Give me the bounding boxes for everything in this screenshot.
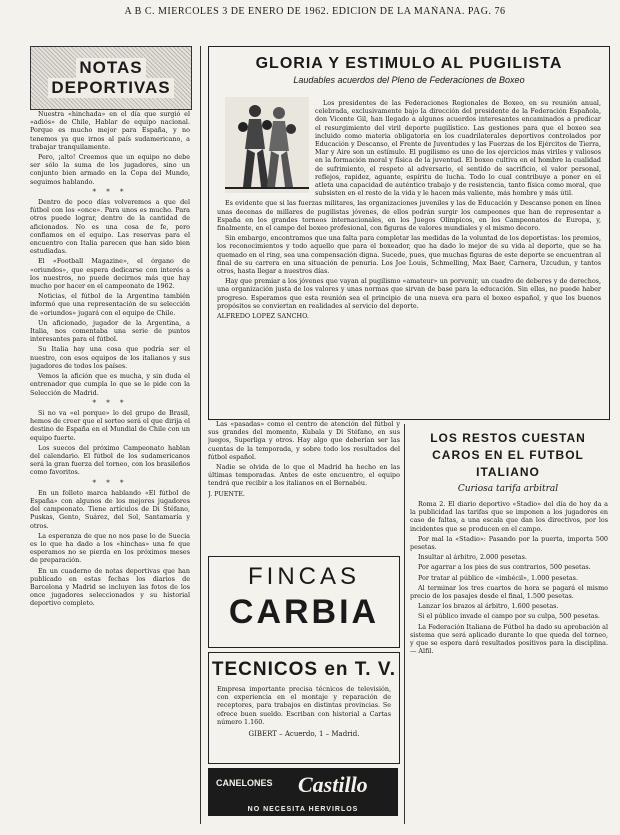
left-paragraph: Noticias, el fútbol de la Argentina también informó que una representación de su selección de «oriundos» jugará con el equipo de Chile. [30,292,190,317]
fincas-carbia-ad [208,556,400,648]
right-title-line2: CAROS EN EL FUTBOL [432,448,584,462]
right-paragraph: Al terminar los tres cuartos de hora se pagará el mismo precio de los pasajes desde el final, 1.500 pesetas. [410,583,608,601]
boxing-body [217,99,601,415]
notas-deportivas-title-box [30,46,192,110]
right-paragraph: Lanzar los brazos al árbitro, 1.600 pesetas. [418,602,559,611]
tecnicos-body: Empresa importante precisa técnicos de televisión, con experiencia en el montaje y reparación de receptores, para trabajos en distintas provincias. Se ofrece buen sueldo. Escriban con historial a Cartas número 1.160. [217,685,391,726]
right-paragraph: La Federación Italiana de Fútbol ha dado su aprobación al sistema que será aplicado durante lo que queda del torneo, y que se espera dará resultados positivos para la disciplina. — Alfil. [410,622,608,656]
mid-paragraph: Las «pasadas» como el centro de atención del fútbol y sus grandes del momento, Kubala y Di Stéfano, en sus juegos, Superliga y otros. Hay algo que deberían ser las cuentas de la temporada, y sobre todo los resultados del fútbol español. [208,420,400,461]
right-paragraph: Por mal la «Stadio»: Pasando por la puerta, importa 500 pesetas. [410,534,608,552]
mid-paragraph: Nadie se olvida de lo que el Madrid ha hecho en las últimas temporadas. Antes de este encuentro, el equipo tendrá que recibir a los italianos en el Bernabéu. [208,463,400,488]
right-title-line3: ITALIANO [476,465,540,479]
boxing-title: GLORIA Y ESTIMULO AL PUGILISTA [255,55,563,72]
boxing-paragraph: Los presidentes de las Federaciones Regionales de Boxeo, en su reunión anual, celebrada, exclusivamente bajo la dirección del presidente de la Federación Española, don Vicente Gil, han llegado a algunos acuerdos interesantes encaminados a predicar el resurgimiento del viril deporte pugilístico. Las gestiones para que el boxeo sea incluido como materia obligatoria en los cuadrilaterales deportivos controlados por Educación y Descanso, el Frente de Juventudes y las Fuerzas de los Ejércitos de Tierra, Mar y Aire son un estímulo. El pugilismo es uno de los ejercicios más viriles y valiosos en la formación moral y física de la juventud. El boxeo cultiva en el hombre la cualidad de sufrimiento, el respeto al adversario, el sentido de sacrificio, el valor personal, reflejos, rapidez, aguante, espíritu de lucha. Todo lo cual contribuye a poner en el atleta una capacidad de auténtico trabajo y de resistencia, tanto física como moral, que subsisten en el resto de la vida y le hacen más valiente, más hombre y más útil. [315,99,601,198]
tecnicos-address: GIBERT – Acuerdo, 1 – Madrid. [248,730,360,739]
left-paragraph: El «Football Magazine», el órgano de «oriundos», que espera dedicarse con interés a los nuestros, no puede decirnos más que hay mucho por hacer en el campeonato de 1962. [30,257,190,291]
boxing-article [208,46,610,420]
left-paragraph: Pero, ¡alto! Creemos que un equipo no debe ser sólo la suma de los jugadores, sino un conjunto bien armado en la Copa del Mundo, seguimos hablando. [30,153,190,186]
right-paragraph: Si el público invade el campo por su culpa, 500 pesetas. [418,612,600,621]
boxing-subtitle: Laudables acuerdos del Pleno de Federaciones de Boxeo [293,75,525,85]
left-paragraph: Su Italia hay una cosa que podría ser el nuestro, con esos equipos de los italianos y sus jugadores de todos los países. [30,345,190,370]
left-paragraph: Si no va «el porque» lo del grupo de Brasil, hemos de creer que el sorteo será el que dirija el destino de España en el Mundial de Chile con un equipo fuerte. [30,408,190,442]
mid-signature: J. PUENTE. [208,489,245,498]
notas-title-line1: NOTAS [76,58,145,78]
left-paragraph: Vemos la afición que es mucha, y sin duda el entrenador que cumpla lo que se le pide con la Selección de Madrid. [30,372,190,397]
castillo-tagline: NO NECESITA HERVIRLOS [247,806,359,813]
right-column [410,500,608,825]
mid-column [208,420,400,550]
left-paragraph: En un folleto marca hablando «El fútbol de España» con algunos de los mejores jugadores del campeonato. Tiene artículos de Di Stéfano, Puskas, Gento, Suárez, del Sol, Santamaría y otros. [30,488,190,530]
tecnicos-title: TECNICOS en T. V. [211,659,397,680]
right-title-line1: LOS RESTOS CUESTAN [430,431,586,445]
column-rule [200,46,201,824]
right-paragraph: Por agarrar a los pies de sus contrarios, 500 pesetas. [418,563,591,572]
left-paragraph: En un cuaderno de notas deportivas que han publicado en estas fechas los diarios de Barcelona y Madrid se incluyen las fotos de los once jugadores seleccionados y su historial deportivo completo. [30,566,190,608]
right-paragraph: Por tratar al público de «imbécil», 1.000 pesetas. [418,573,578,582]
fincas-line2: CARBIA [228,593,380,631]
notas-title-line2: DEPORTIVAS [48,78,173,98]
castillo-left: CANELONES [216,778,273,788]
separator-stars: * * * [92,478,128,487]
left-paragraph: Dentro de poco días volveremos a que del fútbol con los «once». Para unos es mucho. Para otros puede lograr, dentro de la cantidad de aficionados. No es una cosa de fe, pero confiamos en el equipo. Las reservas para el encuentro con Italia parecen que han sido bien estudiadas. [30,198,190,256]
page-header: A B C. MIERCOLES 3 DE ENERO DE 1962. EDICION DE LA MAÑANA. PAG. 76 [124,6,506,17]
boxing-paragraph: Sin embargo, encontramos que una falta para completar las medidas de la voluntad de los deportistas: los premios, los reconocimientos y todo aquello que para el boxeador, que ha dado lo mejor de su vida al deporte, que se ha quemado en el ring, sea una compensación digna. Sucede, pues, que muchas figuras de este deporte se encuentran al final de su carrera en una situación de penuria. Los Joe Louis, Schmelling, Max Baer, Carnera, Uzcudun, y tantos otros, hasta llegar a nuestros días. [217,234,601,276]
left-column [30,110,190,825]
castillo-brand: Castillo [298,772,368,797]
right-article-subtitle: Curiosa tarifa arbitral [457,484,559,494]
boxing-paragraph: Hay que premiar a los jóvenes que vayan al pugilismo «amateur» un porvenir, un cuadro de deberes y de derechos, una organización justa de los valores y unas normas que sirvan de base para la educación. Sin ellas, no puede haber progreso. Esperamos que esta reunión sea el principio de una nueva era para el boxeo español, y que los buenos propósitos se conviertan en realidades al servicio del deporte. [217,277,601,310]
boxing-paragraph: Es evidente que si las fuerzas militares, las organizaciones juveniles y las de Educación y Descanso ponen en línea unas decenas de millares de pugilistas jóvenes, de ellos podrán surgir los campeones que han de representar a España en los grandes torneos internacionales, en los Juegos Olímpicos, en los Campeonatos de Europa, y, finalmente, en el campo del boxeo profesional, con figuras de valores mundiales y el mismo decoro. [217,199,601,233]
boxing-byline: ALFREDO LOPEZ SANCHO. [217,312,310,321]
left-paragraph: Nuestra «hinchada» en el día que surgió el «adiós» de Chile, Hablar de equipo nacional. Porque es mucho mejor para España, y no tenemos ya que irnos al país sudamericano, a trabajar tranquilamente. [30,110,190,151]
column-rule [404,424,405,824]
left-paragraph: La esperanza de que no nos pase lo de Suecia es lo que ha dado a los «hinchas» una fe que esperamos no se pierda en los próximos meses de preparación. [30,531,190,565]
left-paragraph: Un aficionado, jugador de la Argentina, a Italia, nos comentaba una serie de puntos interesantes para el fútbol. [30,318,190,344]
left-paragraph: Los suecos del próximo Campeonato hablan del calendario. El fútbol de los sudamericanos será la gran fuerza del torneo, con los brasileños como favoritos. [30,443,190,477]
separator-stars: * * * [92,187,128,196]
fincas-line1: FINCAS [247,563,360,590]
castillo-ad [208,768,398,816]
right-paragraph: Roma 2. El diario deportivo «Stadio» del día de hoy da a la publicidad las tarifas que se imponen a los jugadores en caso de faltas, a una escala que dan los directivos, por los incidentes que se producen en el campo. [410,500,608,533]
tecnicos-tv-ad [208,652,400,764]
right-paragraph: Insultar al árbitro, 2.000 pesetas. [418,553,527,562]
separator-stars: * * * [92,398,128,407]
right-article-title [408,430,608,481]
